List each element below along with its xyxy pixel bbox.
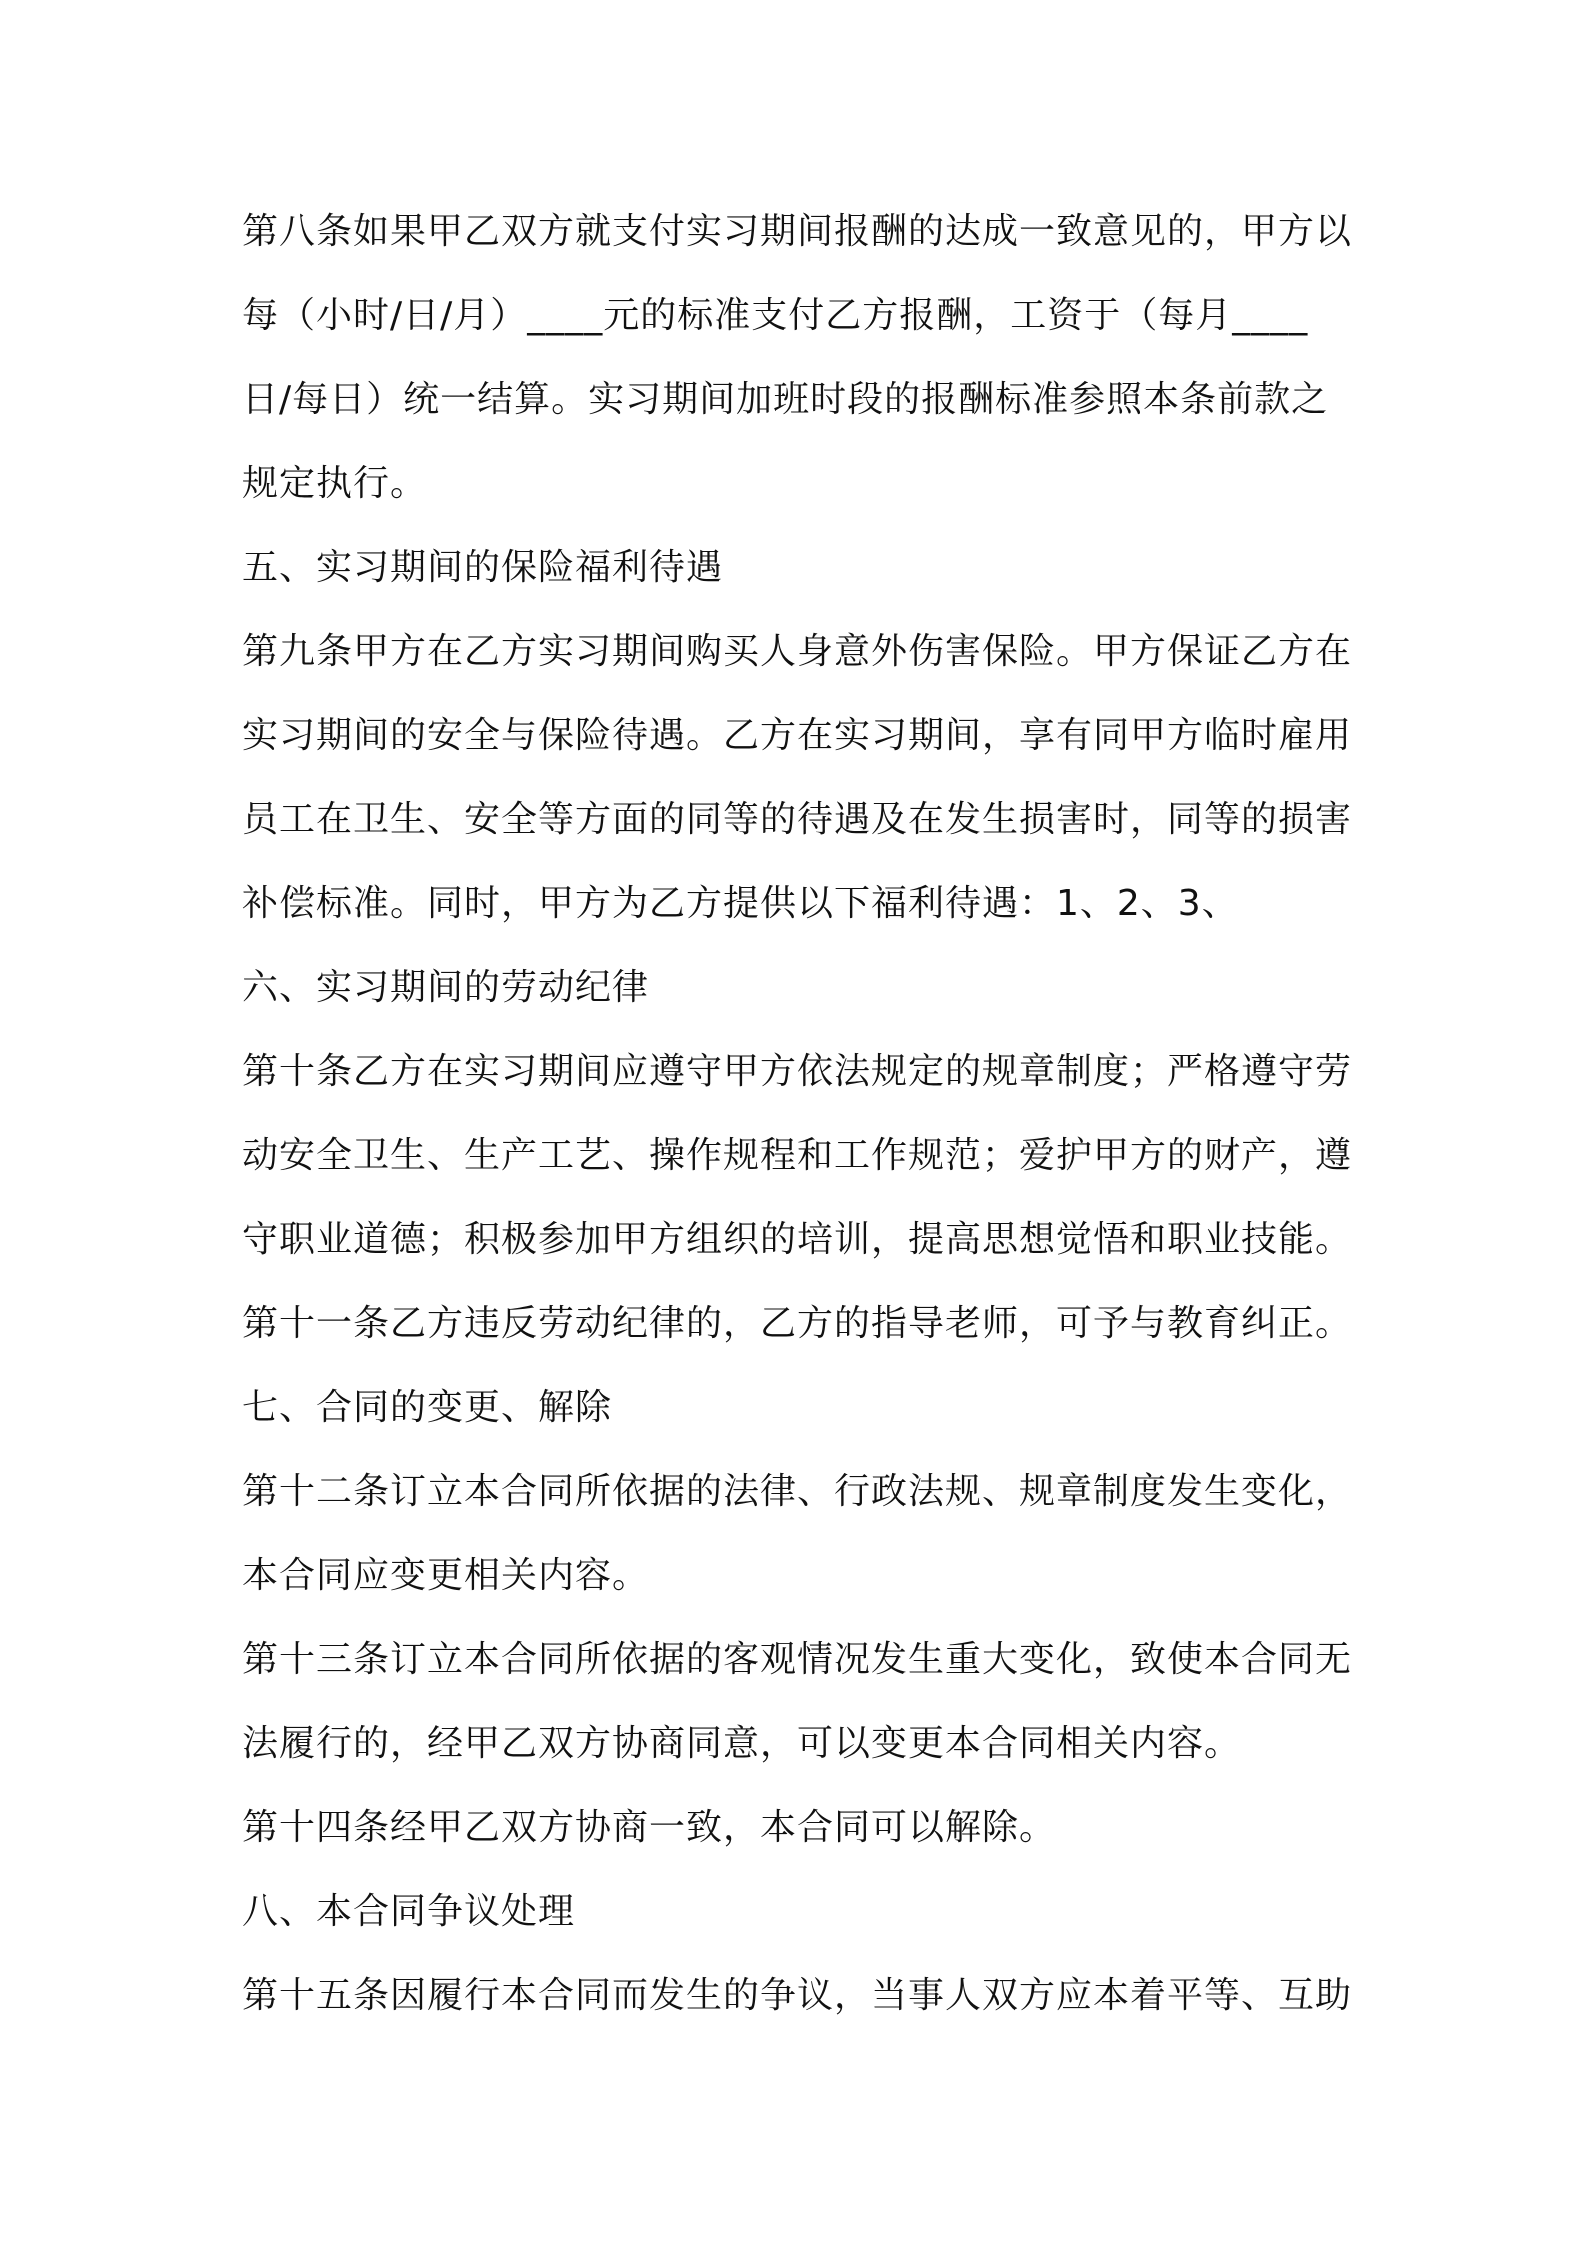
clause-11-line-1: 第十一条乙方违反劳动纪律的，乙方的指导老师，可予与教育纠正。 (242, 1303, 1353, 1344)
clause-9-line-3: 员工在卫生、安全等方面的同等的待遇及在发生损害时，同等的损害 (242, 799, 1353, 840)
document-body (242, 190, 1362, 2038)
clause-14-line-1: 第十四条经甲乙双方协商一致，本合同可以解除。 (242, 1807, 1057, 1848)
clause-8-line-2: 每（小时/日/月）____元的标准支付乙方报酬，工资于（每月____ (242, 295, 1309, 336)
clause-15-line-1: 第十五条因履行本合同而发生的争议，当事人双方应本着平等、互助 (242, 1975, 1353, 2016)
clause-9-line-2: 实习期间的安全与保险待遇。乙方在实习期间，享有同甲方临时雇用 (242, 715, 1353, 756)
clause-12-line-2: 本合同应变更相关内容。 (242, 1555, 650, 1596)
clause-10-line-3: 守职业道德；积极参加甲方组织的培训，提高思想觉悟和职业技能。 (242, 1219, 1353, 1260)
section-8-heading: 八、本合同争议处理 (242, 1891, 576, 1932)
section-5-heading: 五、实习期间的保险福利待遇 (242, 547, 724, 588)
section-7-heading: 七、合同的变更、解除 (242, 1387, 613, 1428)
clause-8-line-1: 第八条如果甲乙双方就支付实习期间报酬的达成一致意见的，甲方以 (242, 211, 1353, 252)
clause-12-line-1: 第十二条订立本合同所依据的法律、行政法规、规章制度发生变化， (242, 1471, 1353, 1512)
clause-10-line-2: 动安全卫生、生产工艺、操作规程和工作规范；爱护甲方的财产，遵 (242, 1135, 1353, 1176)
clause-8-line-4: 规定执行。 (242, 463, 428, 504)
section-6-heading: 六、实习期间的劳动纪律 (242, 967, 650, 1008)
clause-13-line-2: 法履行的，经甲乙双方协商同意，可以变更本合同相关内容。 (242, 1723, 1242, 1764)
clause-9-line-1: 第九条甲方在乙方实习期间购买人身意外伤害保险。甲方保证乙方在 (242, 631, 1353, 672)
clause-13-line-1: 第十三条订立本合同所依据的客观情况发生重大变化，致使本合同无 (242, 1639, 1353, 1680)
clause-10-line-1: 第十条乙方在实习期间应遵守甲方依法规定的规章制度；严格遵守劳 (242, 1051, 1353, 1092)
clause-8-line-3: 日/每日）统一结算。实习期间加班时段的报酬标准参照本条前款之 (242, 379, 1329, 420)
clause-9-line-4: 补偿标准。同时，甲方为乙方提供以下福利待遇：1、2、3、 (242, 883, 1239, 924)
